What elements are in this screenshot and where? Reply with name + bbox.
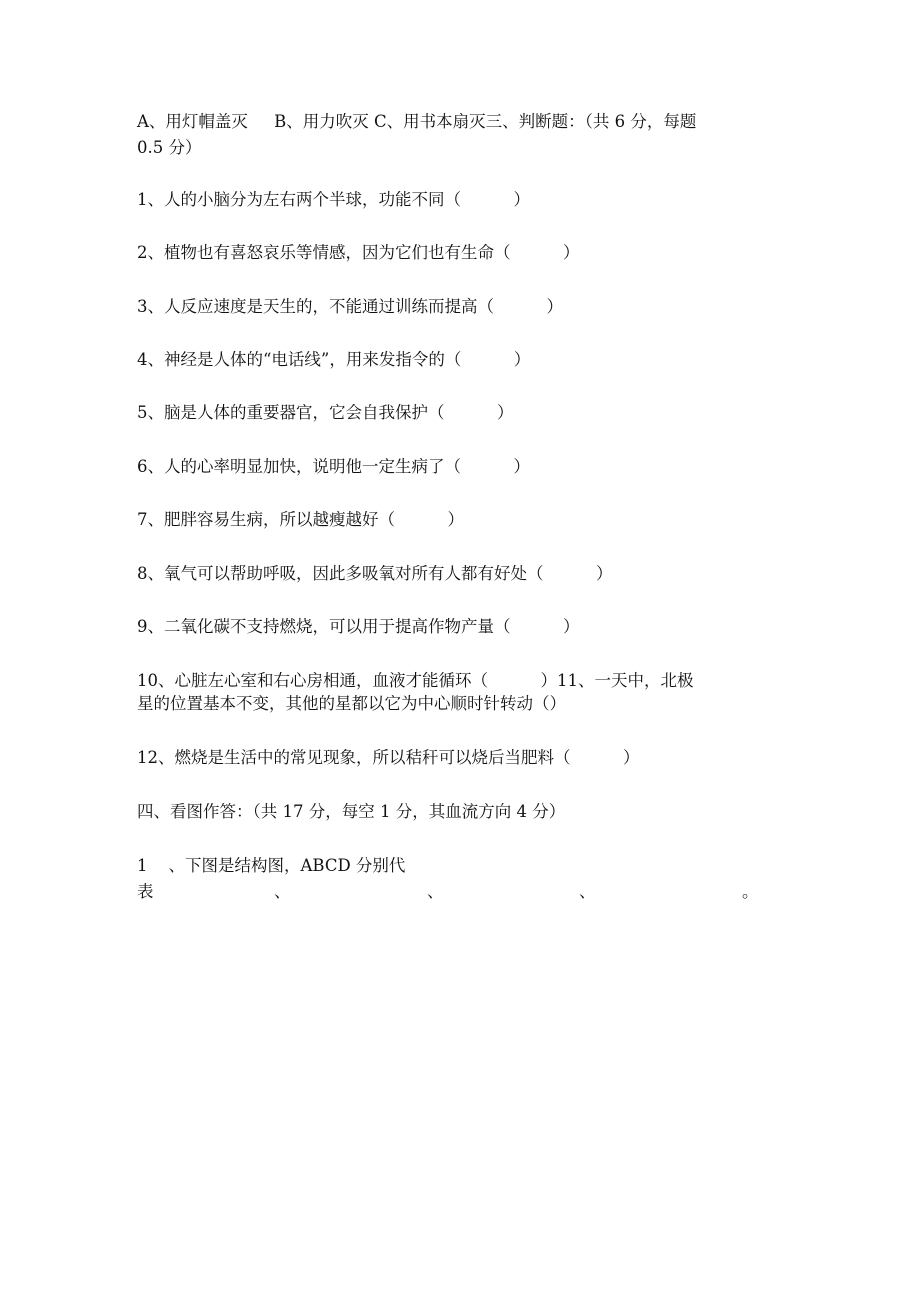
- question-9: 9、二氧化碳不支持燃烧，可以用于提高作物产量（ ）: [137, 617, 580, 636]
- section-4-question-1: 1 、下图是结构图，ABCD 分别代: [137, 856, 406, 875]
- question-7: 7、肥胖容易生病，所以越瘦越好（ ）: [137, 510, 464, 529]
- question-12: 12、燃烧是生活中的常见现象，所以秸秆可以烧后当肥料（ ）: [137, 748, 640, 767]
- section-4-heading: 四、看图作答：（共 17 分，每空 1 分，其血流方向 4 分）: [137, 802, 566, 821]
- question-10-11: 10、心脏左心室和右心房相通，血液才能循环（ ）11、一天中，北极: [137, 671, 694, 690]
- blank-separator-2: 、: [427, 882, 444, 901]
- question-2: 2、植物也有喜怒哀乐等情感，因为它们也有生命（ ）: [137, 243, 580, 262]
- question-6: 6、人的心率明显加快，说明他一定生病了（ ）: [137, 457, 530, 476]
- question-4: 4、神经是人体的“电话线”，用来发指令的（ ）: [137, 350, 531, 369]
- options-line-continued: 0.5 分）: [137, 138, 202, 157]
- question-5: 5、脑是人体的重要器官，它会自我保护（ ）: [137, 403, 514, 422]
- question-3: 3、人反应速度是天生的，不能通过训练而提高（ ）: [137, 297, 563, 316]
- question-1: 1、人的小脑分为左右两个半球，功能不同（ ）: [137, 190, 530, 209]
- question-8: 8、氧气可以帮助呼吸，因此多吸氧对所有人都有好处（ ）: [137, 564, 613, 583]
- question-11-continued: 星的位置基本不变，其他的星都以它为中心顺时针转动（）: [137, 694, 566, 713]
- blank-separator-3: 、: [579, 882, 596, 901]
- sentence-end: 。: [742, 882, 759, 901]
- fill-row-start: 表: [137, 882, 154, 901]
- options-line: A、用灯帽盖灭 B、用力吹灭 C、用书本扇灭三、判断题：（共 6 分，每题: [137, 112, 697, 131]
- fill-in-blanks-row: [137, 879, 762, 905]
- blank-separator-1: 、: [274, 882, 291, 901]
